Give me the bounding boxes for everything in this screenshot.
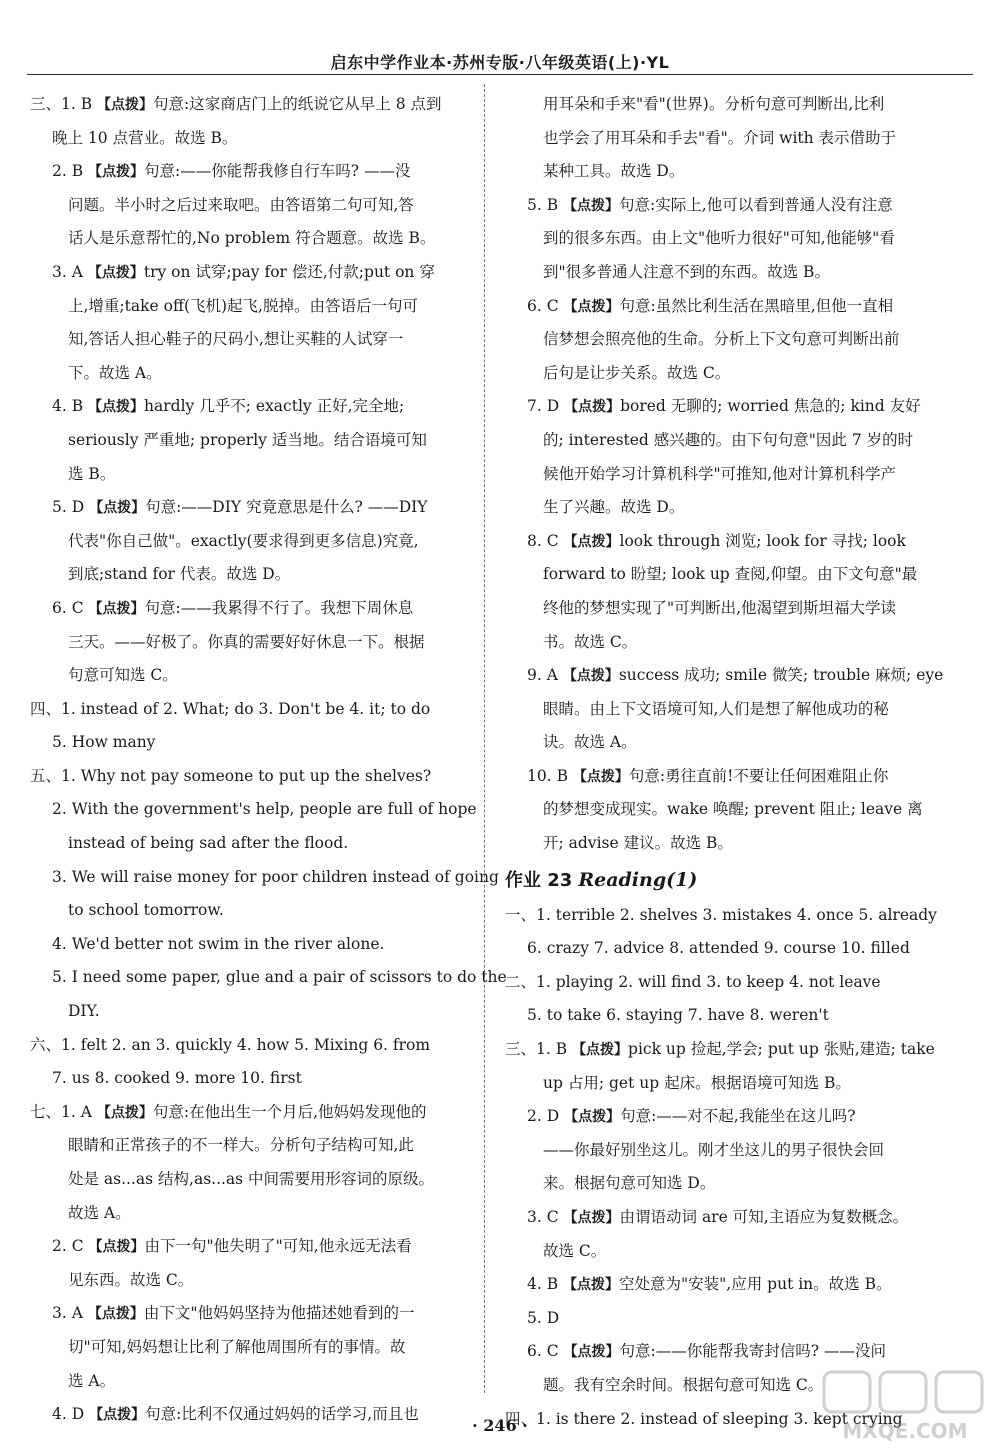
hint-tag: 【点拨】	[563, 1210, 620, 1226]
answer-line: 5. How many	[52, 733, 156, 752]
answer-line: 2. C 【点拨】由下一句"他失明了"可知,他永远无法看	[52, 1237, 412, 1256]
answer-line: 三、1. B 【点拨】句意:这家商店门上的纸说它从早上 8 点到	[30, 95, 442, 113]
answer-line: 题。我有空余时间。根据句意可知选 C。	[543, 1375, 824, 1394]
answer-line: 选 A。	[68, 1371, 116, 1390]
answer-line: 三、1. B 【点拨】pick up 捡起,学会; put up 张贴,建造; take	[505, 1040, 935, 1059]
answer-line: 6. C 【点拨】句意:——我累得不行了。我想下周休息	[52, 598, 414, 617]
answer-line: 某种工具。故选 D。	[543, 162, 685, 181]
answer-line: 候他开始学习计算机科学"可推知,他对计算机科学产	[543, 464, 897, 483]
answer-line: 上,增重;take off(飞机)起飞,脱掉。由答语后一句可	[68, 296, 418, 315]
answer-line: 代表"你自己做"。exactly(要求得到更多信息)究竟,	[68, 531, 419, 550]
hint-tag: 【点拨】	[89, 1407, 146, 1424]
answer-line: instead of being sad after the flood.	[68, 834, 349, 853]
answer-line: 下。故选 A。	[68, 363, 162, 382]
hint-tag: 【点拨】	[87, 264, 144, 281]
page-header: 启东中学作业本·苏州专版·八年级英语(上)·YL	[330, 53, 670, 72]
answer-line: 2. With the government's help, people are full of hope	[52, 800, 477, 819]
answer-line: 一、1. terrible 2. shelves 3. mistakes 4. once 5. already	[505, 905, 937, 924]
answer-line: up 占用; get up 起床。根据语境可知选 B。	[543, 1073, 851, 1092]
answer-line: 到的很多东西。由上文"他听力很好"可知,他能够"看	[543, 229, 895, 248]
answer-line: 开; advise 建议。故选 B。	[543, 834, 733, 853]
svg-text:MXQE.COM: MXQE.COM	[842, 1419, 968, 1443]
answer-line: 10. B 【点拨】句意:勇往直前!不要让任何困难阻止你	[527, 766, 889, 785]
answer-line: 书。故选 C。	[543, 632, 638, 651]
answer-line: forward to 盼望; look up 查阅,仰望。由下文句意"最	[543, 565, 918, 584]
hint-tag: 【点拨】	[564, 1109, 621, 1126]
answer-line: 也学会了用耳朵和手去"看"。介词 with 表示借助于	[543, 128, 897, 147]
answer-line: 的; interested 感兴趣的。由下句句意"因此 7 岁的时	[543, 430, 914, 449]
answer-line: 处是 as...as 结构,as...as 中间需要用形容词的原级。	[68, 1170, 435, 1188]
answer-line: 后句是让步关系。故选 C。	[543, 363, 731, 382]
answer-line: 眼睛和正常孩子的不一样大。分析句子结构可知,此	[68, 1136, 414, 1155]
answer-line: 5. D	[527, 1308, 560, 1327]
hint-tag: 【点拨】	[564, 399, 621, 416]
answer-line: 4. We'd better not swim in the river alone.	[52, 934, 385, 953]
answer-line: 9. A 【点拨】success 成功; smile 微笑; trouble 麻烦; eye	[527, 666, 944, 685]
answer-line: DIY.	[68, 1002, 100, 1021]
hint-tag: 【点拨】	[88, 164, 145, 181]
answer-line: 知,答话人担心鞋子的尺码小,想让买鞋的人试穿一	[68, 330, 404, 349]
answer-line: 5. to take 6. staying 7. have 8. weren't	[527, 1006, 829, 1025]
answer-line: 眼睛。由上下文语境可知,人们是想了解他成功的秘	[543, 699, 889, 718]
answer-line: 3. We will raise money for poor children instead of going	[52, 867, 499, 886]
page-number: · 246 ·	[472, 1416, 528, 1435]
hint-tag: 【点拨】	[88, 600, 145, 617]
answer-line: 4. B 【点拨】hardly 几乎不; exactly 正好,完全地;	[52, 397, 405, 416]
answer-line: 4. B 【点拨】空处意为"安装",应用 put in。故选 B。	[527, 1275, 892, 1294]
answer-line: 来。根据句意可知选 D。	[543, 1174, 716, 1193]
watermark-logo-icon	[820, 1368, 990, 1446]
answer-line: ——你最好别坐这儿。刚才坐这儿的男子很快会回	[543, 1140, 885, 1159]
answer-line: seriously 严重地; properly 适当地。结合语境可知	[68, 430, 427, 449]
hint-tag: 【点拨】	[96, 1104, 153, 1121]
answer-line: 5. I need some paper, glue and a pair of scissors to do the	[52, 968, 507, 987]
answer-line: 3. C 【点拨】由谓语动词 are 可知,主语应为复数概念。	[527, 1208, 909, 1226]
answer-line: 见东西。故选 C。	[68, 1270, 194, 1289]
answer-line: 7. D 【点拨】bored 无聊的; worried 焦急的; kind 友好	[527, 397, 921, 416]
answer-line: 四、1. is there 2. instead of sleeping 3. kept crying	[505, 1409, 903, 1428]
hint-tag: 【点拨】	[572, 1042, 629, 1059]
answer-line: 生了兴趣。故选 D。	[543, 498, 685, 517]
hint-tag: 【点拨】	[88, 399, 145, 416]
hint-tag: 【点拨】	[89, 500, 146, 517]
answer-line: 3. A 【点拨】由下文"他妈妈坚持为他描述她看到的一	[52, 1304, 415, 1323]
answer-line: 6. C 【点拨】句意:虽然比利生活在黑暗里,但他一直相	[527, 296, 894, 315]
answer-line: 4. D 【点拨】句意:比利不仅通过妈妈的话学习,而且也	[52, 1405, 419, 1424]
hint-tag: 【点拨】	[87, 1306, 144, 1323]
answer-line: 二、1. playing 2. will find 3. to keep 4. not leave	[505, 972, 881, 991]
answer-line: 到"很多普通人注意不到的东西。故选 B。	[543, 262, 830, 281]
answer-line: 故选 A。	[68, 1203, 131, 1222]
answer-line: 四、1. instead of 2. What; do 3. Don't be 4. it; to do	[30, 699, 431, 718]
hint-tag: 【点拨】	[97, 97, 154, 113]
answer-line: 2. B 【点拨】句意:——你能帮我修自行车吗? ——没	[52, 162, 411, 181]
answer-line: 六、1. felt 2. an 3. quickly 4. how 5. Mixing 6. from	[30, 1035, 431, 1054]
section-heading-title: Reading(1)	[578, 868, 698, 891]
answer-line: 6. crazy 7. advice 8. attended 9. course 10. filled	[527, 939, 910, 958]
hint-tag: 【点拨】	[563, 533, 620, 550]
answer-line: 切"可知,妈妈想让比利了解他周围所有的事情。故	[68, 1337, 406, 1356]
section-heading	[505, 861, 903, 899]
answer-line: 诀。故选 A。	[543, 733, 637, 752]
header-rule	[27, 74, 973, 75]
answer-line: 晚上 10 点营业。故选 B。	[52, 128, 238, 147]
answer-line: 3. A 【点拨】try on 试穿;pay for 偿还,付款;put on 穿	[52, 262, 435, 281]
answer-line: 故选 C。	[543, 1241, 607, 1260]
hint-tag: 【点拨】	[88, 1239, 145, 1256]
answer-line: 选 B。	[68, 464, 116, 483]
hint-tag: 【点拨】	[563, 1344, 620, 1361]
answer-line: 信梦想会照亮他的生命。分析上下文句意可判断出前	[543, 330, 900, 349]
answer-line: 6. C 【点拨】句意:——你能帮我寄封信吗? ——没问	[527, 1342, 886, 1361]
answer-line: 终他的梦想实现了"可判断出,他渴望到斯坦福大学读	[543, 598, 897, 617]
section-heading-label: 作业 23	[505, 869, 573, 891]
answer-line: 句意可知选 C。	[68, 666, 178, 685]
hint-tag: 【点拨】	[563, 197, 620, 214]
hint-tag: 【点拨】	[562, 668, 619, 685]
answer-line: 的梦想变成现实。wake 唤醒; prevent 阻止; leave 离	[543, 800, 923, 819]
hint-tag: 【点拨】	[563, 1277, 620, 1294]
answer-line: to school tomorrow.	[68, 901, 224, 920]
hint-tag: 【点拨】	[563, 298, 620, 315]
answer-line: 7. us 8. cooked 9. more 10. first	[52, 1069, 302, 1088]
answer-line: 到底;stand for 代表。故选 D。	[68, 565, 291, 584]
answer-line: 三天。——好极了。你真的需要好好休息一下。根据	[68, 632, 425, 651]
answer-line: 五、1. Why not pay someone to put up the shelves?	[30, 766, 432, 785]
answer-line: 2. D 【点拨】句意:——对不起,我能坐在这儿吗?	[527, 1107, 856, 1126]
answer-line: 5. D 【点拨】句意:——DIY 究竟意思是什么? ——DIY	[52, 498, 428, 517]
answer-line: 七、1. A 【点拨】句意:在他出生一个月后,他妈妈发现他的	[30, 1102, 427, 1121]
answer-line: 用耳朵和手来"看"(世界)。分析句意可判断出,比利	[543, 95, 885, 113]
answer-line: 话人是乐意帮忙的,No problem 符合题意。故选 B。	[68, 229, 436, 248]
answer-line: 5. B 【点拨】句意:实际上,他可以看到普通人没有注意	[527, 195, 893, 214]
answer-line: 8. C 【点拨】look through 浏览; look for 寻找; look	[527, 531, 906, 550]
answer-line: 问题。半小时之后过来取吧。由答语第二句可知,答	[68, 195, 414, 214]
hint-tag: 【点拨】	[572, 768, 629, 785]
column-divider	[484, 84, 485, 1393]
